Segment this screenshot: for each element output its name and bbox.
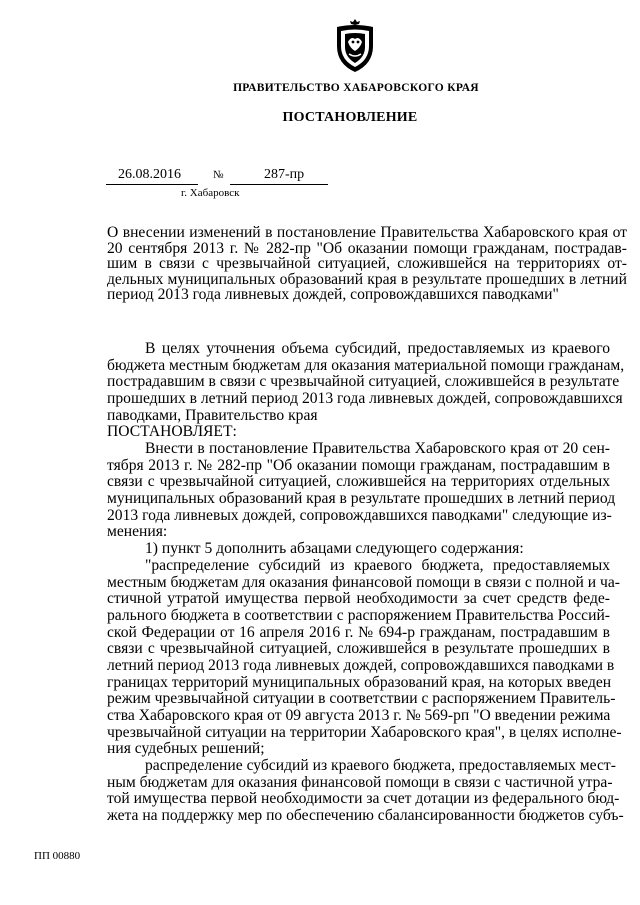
- body-line: границах территорий муниципальных образований края, на которых введен: [107, 673, 612, 691]
- body-line: ния судебных решений;: [107, 740, 265, 758]
- body-line: В целях уточнения объема субсидий, предоставляемых из краевого: [145, 340, 610, 357]
- body-line: связи с чрезвычайной ситуацией, сложившейся на территориях отдельных: [107, 473, 610, 491]
- government-name: ПРАВИТЕЛЬСТВО ХАБАРОВСКОГО КРАЯ: [233, 82, 479, 94]
- coat-of-arms-emblem-icon: [333, 18, 377, 74]
- document-title: [107, 225, 627, 303]
- document-date: 26.08.2016: [118, 167, 181, 182]
- body-line: Внести в постановление Правительства Хабаровского края от 20 сен-: [145, 440, 610, 458]
- body-line: менения:: [107, 523, 168, 541]
- body-line: той имущества первой необходимости за счет дотации из федерального бюд-: [107, 790, 620, 808]
- body-line: 1) пункт 5 дополнить абзацами следующего содержания:: [145, 540, 524, 558]
- body-line: ства Хабаровского края от 09 августа 2013 г. № 569-рп "О введении режима: [107, 707, 611, 725]
- document-body: [107, 340, 625, 825]
- document-number: 287-пр: [264, 167, 305, 182]
- body-line: ным бюджетам для оказания финансовой помощи в связи с частичной утра-: [107, 773, 613, 791]
- body-line: чрезвычайной ситуации на территории Хабаровского края", в целях исполне-: [107, 723, 622, 741]
- body-line: стичной утратой имущества первой необходимости за счет средств феде-: [107, 590, 610, 608]
- body-line: ской Федерации от 16 апреля 2016 г. № 694-р гражданам, пострадавшим в: [107, 623, 610, 641]
- body-line: местным бюджетам для оказания финансовой помощи в связи с полной и ча-: [107, 573, 620, 591]
- body-line: связи с чрезвычайной ситуацией, сложившейся в результате прошедших в: [107, 640, 610, 658]
- date-underline: [106, 184, 198, 185]
- title-line: 20 сентября 2013 г. № 282-пр "Об оказании помощи гражданам, пострадав-: [107, 239, 627, 257]
- body-line: 2013 года ливневых дождей, сопровождавшихся паводками" следующие из-: [107, 506, 612, 524]
- body-line: паводками, Правительство края: [107, 406, 318, 424]
- body-line: муниципальных образований края в результате прошедших в летний период: [107, 490, 616, 508]
- body-line: тября 2013 г. № 282-пр "Об оказании помощи гражданам, пострадавшим в: [107, 456, 610, 474]
- body-line: летний период 2013 года ливневых дождей, сопровождавшихся паводками в: [107, 656, 615, 674]
- body-line: бюджета местным бюджетам для оказания материальной помощи гражданам,: [107, 356, 625, 374]
- body-line: распределение субсидий из краевого бюджета, предоставляемых мест-: [145, 757, 616, 775]
- number-underline: [230, 184, 328, 185]
- title-line: шим в связи с чрезвычайной ситуацией, сложившейся на территориях от-: [107, 255, 627, 273]
- document-code: ПП 00880: [34, 850, 81, 862]
- number-sign: №: [213, 169, 224, 181]
- decree-word: ПОСТАНОВЛЯЕТ:: [107, 423, 237, 441]
- body-line: пострадавшим в связи с чрезвычайной ситуацией, сложившейся в результате: [107, 373, 620, 391]
- body-line: режим чрезвычайной ситуации в соответствии с распоряжением Правитель-: [107, 690, 616, 708]
- body-line: рального бюджета в соответствии с распоряжением Правительства Россий-: [107, 606, 610, 624]
- document-type: ПОСТАНОВЛЕНИЕ: [282, 110, 418, 125]
- city: г. Хабаровск: [181, 187, 240, 199]
- body-line: жета на поддержку мер по обеспечению сбалансированности бюджетов субъ-: [107, 807, 624, 825]
- title-line: период 2013 года ливневых дождей, сопровождавшихся паводками": [107, 286, 559, 304]
- body-line: прошедших в летний период 2013 года ливневых дождей, сопровождавшихся: [107, 389, 623, 407]
- body-line: "распределение субсидий из краевого бюджета, предоставляемых: [145, 556, 610, 574]
- title-line: О внесении изменений в постановление Правительства Хабаровского края от: [107, 224, 627, 241]
- title-line: дельных муниципальных образований края в результате прошедших в летний: [107, 270, 627, 288]
